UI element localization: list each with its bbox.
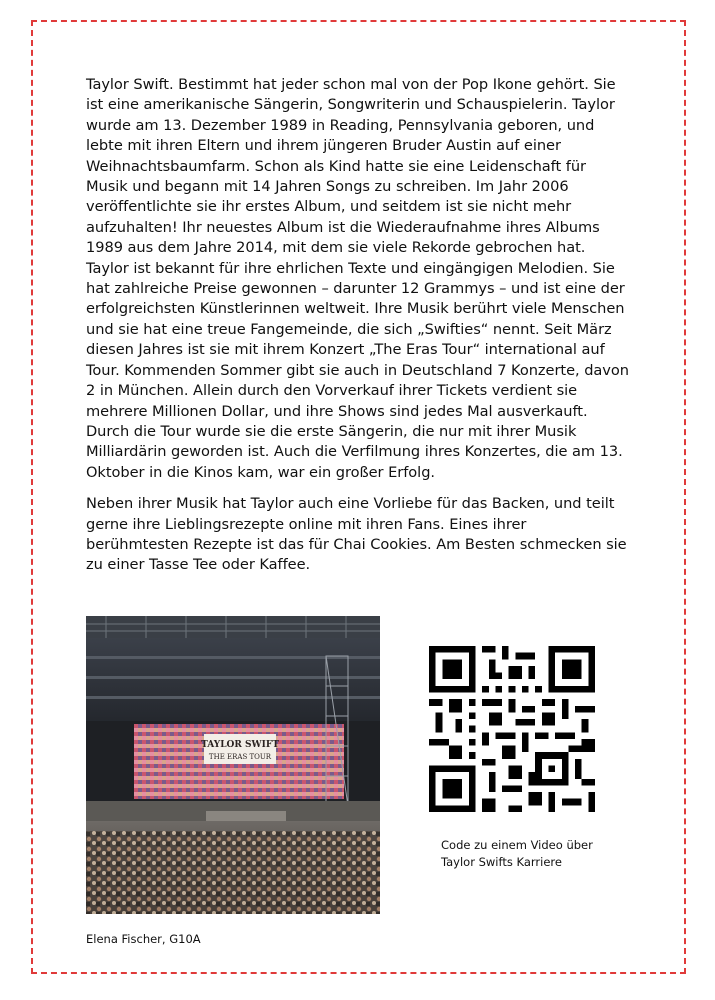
qr-code[interactable] bbox=[429, 646, 595, 812]
paragraph-biography: Taylor Swift. Bestimmt hat jeder schon mal von der Pop Ikone gehört. Sie ist eine amerikanische Sängerin, Songwriterin und Schauspielerin. Taylor wurde am 13. Dezember 1989 in Reading, Pennsylvania geboren, und lebte mit ihren Eltern und ihrem jüngeren Bruder Austin auf einer Weihnachtsbaumfarm. Schon als Kind hatte sie eine Leidenschaft für Musik und begann mit 14 Jahren Songs zu schreiben. Im Jahr 2006 veröffentlichte sie ihr erstes Album, und seitdem ist sie nicht mehr aufzuhalten! Ihr neuestes Album ist die Wiederaufnahme ihres Albums 1989 aus dem Jahre 2014, mit dem sie viele Rekorde gebrochen hat. Taylor ist bekannt für ihre ehrlichen Texte und eingängigen Melodien. Sie hat zahlreiche Preise gewonnen – darunter 12 Grammys – und ist eine der erfolgreichsten Künstlerinnen weltweit. Ihre Musik berührt viele Menschen und sie hat eine treue Fangemeinde, die sich „Swifties“ nennt. Seit März diesen Jahres ist sie mit ihrem Konzert „The Eras Tour“ international auf Tour. Kommenden Sommer gibt sie auch in Deutschland 7 Konzerte, davon 2 in München. Allein durch den Vorverkauf ihrer Tickets verdient sie mehrere Millionen Dollar, und ihre Shows sind jedes Mal ausverkauft. Durch die Tour wurde sie die erste Sängerin, die nur mit ihrer Musik Milliardärin geworden ist. Auch die Verfilmung ihres Konzertes, die am 13. Oktober in die Kinos kam, war ein großer Erfolg. bbox=[86, 76, 629, 481]
author-name: Elena Fischer, G10A bbox=[86, 932, 201, 946]
qr-caption bbox=[441, 837, 641, 871]
paragraph-baking: Neben ihrer Musik hat Taylor auch eine Vorliebe für das Backen, und teilt gerne ihre Lieblingsrezepte online mit ihren Fans. Eines ihrer berühmtesten Rezepte ist das für Chai Cookies. Am Besten schmecken sie zu einer Tasse Tee oder Kaffee. bbox=[86, 495, 627, 574]
article-body bbox=[86, 75, 631, 586]
qr-caption-line-2: Taylor Swifts Karriere bbox=[441, 855, 562, 869]
screen-subtitle-text: THE ERAS TOUR bbox=[208, 753, 272, 761]
media-row bbox=[86, 616, 631, 916]
concert-photo bbox=[86, 616, 380, 914]
qr-caption-line-1: Code zu einem Video über bbox=[441, 838, 593, 852]
screen-title-text: TAYLOR SWIFT bbox=[201, 740, 279, 750]
